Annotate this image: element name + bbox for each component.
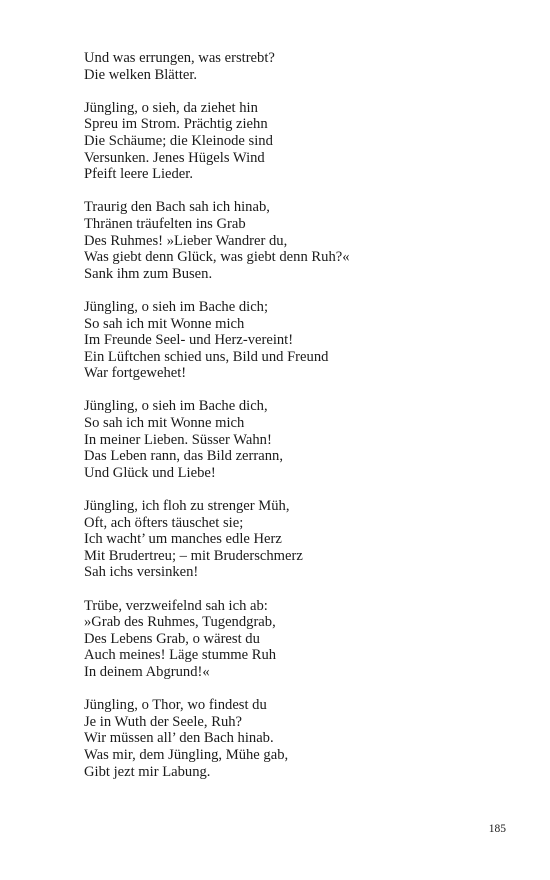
poem-line: Ein Lüftchen schied uns, Bild und Freund [84,348,329,365]
stanza-4 [84,299,504,382]
poem-line: Oft, ach öfters täuschet sie; [84,514,244,531]
poem-line: Traurig den Bach sah ich hinab, [84,199,270,216]
page-number: 185 [488,823,506,835]
poem-line: Jüngling, o sieh im Bache dich; [84,298,269,315]
poem-line: Jüngling, o Thor, wo findest du [84,697,267,714]
poem-line: Das Leben rann, das Bild zerrann, [84,448,283,465]
stanza-2 [84,100,504,183]
poem-line: So sah ich mit Wonne mich [84,415,245,432]
poem-line: Des Lebens Grab, o wärest du [84,630,260,647]
poem-line: In meiner Lieben. Süsser Wahn! [84,431,272,448]
poem-line: Thränen träufelten ins Grab [84,215,246,232]
poem-line: War fortgewehet! [84,365,187,382]
poem-line: Ich wacht’ um manches edle Herz [84,531,282,548]
poem-line: Jüngling, ich floh zu strenger Müh, [84,498,290,515]
poem-line: Mit Brudertreu; – mit Bruderschmerz [84,547,303,564]
poem-line: Jüngling, o sieh, da ziehet hin [84,99,258,116]
poem-line: Jüngling, o sieh im Bache dich, [84,398,268,415]
stanza-8 [84,697,504,780]
poem-line: Was mir, dem Jüngling, Mühe gab, [84,746,289,763]
poem-line: So sah ich mit Wonne mich [84,315,245,332]
stanza-3 [84,199,504,282]
poem-line: Und Glück und Liebe! [84,464,216,481]
poem-line: Die welken Blätter. [84,66,198,83]
poem-line: Des Ruhmes! »Lieber Wandrer du, [84,232,288,249]
poem-line: Pfeift leere Lieder. [84,166,193,183]
poem-line: Was giebt denn Glück, was giebt denn Ruh?« [84,249,350,266]
poem-line: Wir müssen all’ den Bach hinab. [84,730,274,747]
poem-line: Im Freunde Seel- und Herz-vereint! [84,332,294,349]
stanza-1 [84,50,504,83]
poem-line: Und was errungen, was erstrebt? [84,50,275,66]
poem-line: Die Schäume; die Kleinode sind [84,132,273,149]
poem-line: Sank ihm zum Busen. [84,265,213,282]
stanza-6 [84,498,504,581]
poem-text [84,50,504,797]
poem-line: Versunken. Jenes Hügels Wind [84,149,265,166]
poem-line: »Grab des Ruhmes, Tugendgrab, [84,614,276,631]
poem-line: Trübe, verzweifelnd sah ich ab: [84,597,268,614]
poem-line: Spreu im Strom. Prächtig ziehn [84,116,268,133]
poem-line: Je in Wuth der Seele, Ruh? [84,713,243,730]
poem-line: In deinem Abgrund!« [84,663,210,680]
stanza-7 [84,598,504,681]
poem-line: Gibt jezt mir Labung. [84,763,211,780]
poem-line: Sah ichs versinken! [84,564,199,581]
stanza-5 [84,398,504,481]
poem-line: Auch meines! Läge stumme Ruh [84,647,277,664]
